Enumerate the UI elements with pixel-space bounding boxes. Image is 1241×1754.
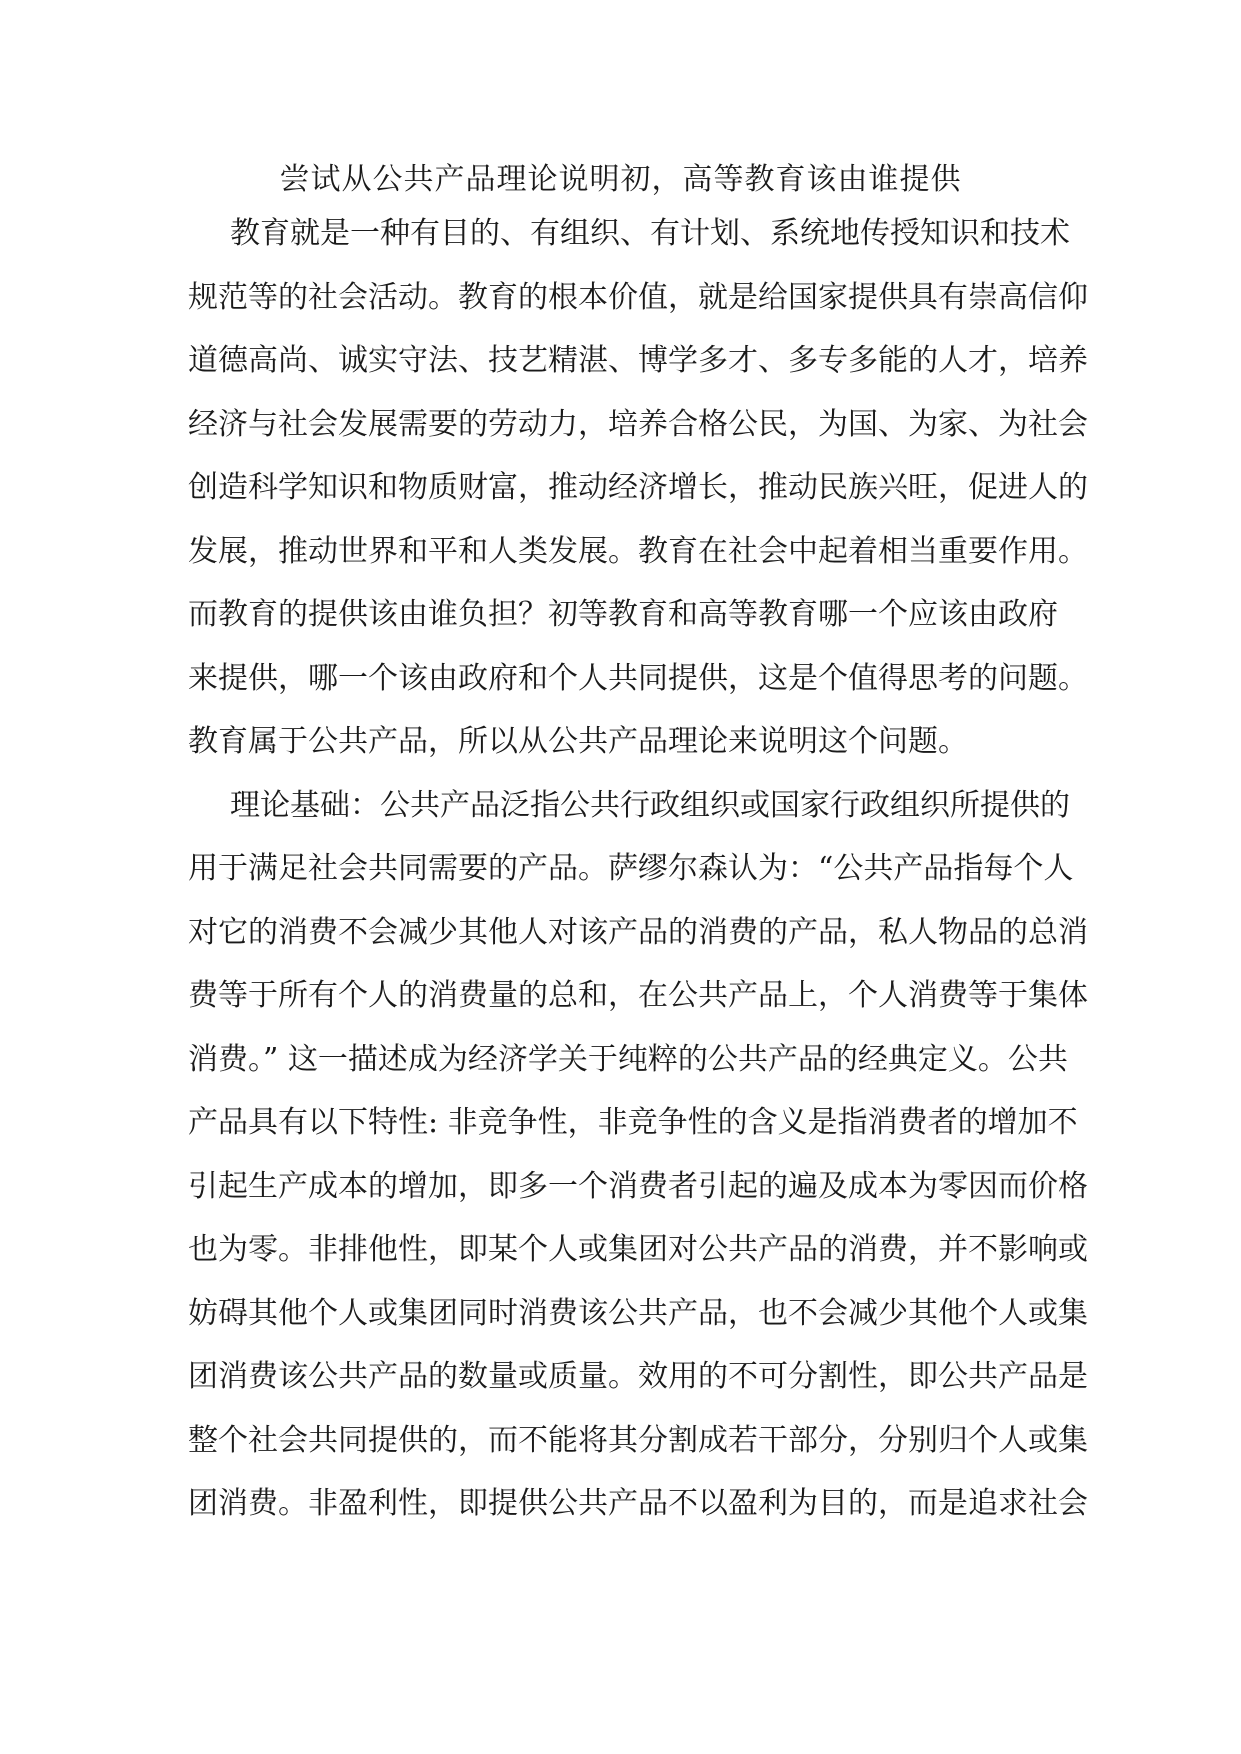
paragraph-line: 规范等的社会活动。教育的根本价值，就是给国家提供具有崇高信仰 <box>188 279 1088 315</box>
paragraph-line: 用于满足社会共同需要的产品。萨缪尔森认为：“公共产品指每个人 <box>188 851 1074 886</box>
paragraph-intro <box>188 202 1088 774</box>
paragraph-line: 消费。” 这一描述成为经济学关于纯粹的公共产品的经典定义。公共 <box>188 1041 1068 1077</box>
paragraph-line: 引起生产成本的增加，即多一个消费者引起的遍及成本为零因而价格 <box>188 1168 1088 1204</box>
paragraph-line: 也为零。非排他性，即某个人或集团对公共产品的消费，并不影响或 <box>188 1232 1088 1267</box>
paragraph-line: 理论基础：公共产品泛指公共行政组织或国家行政组织所提供的 <box>230 787 1070 823</box>
paragraph-line: 创造科学知识和物质财富，推动经济增长，推动民族兴旺，促进人的 <box>188 470 1088 505</box>
paragraph-line: 教育就是一种有目的、有组织、有计划、系统地传授知识和技术 <box>230 216 1070 251</box>
paragraph-line: 经济与社会发展需要的劳动力，培养合格公民，为国、为家、为社会 <box>188 406 1088 442</box>
document-body <box>188 202 1088 1536</box>
paragraph-line: 整个社会共同提供的，而不能将其分割成若干部分，分别归个人或集 <box>188 1422 1088 1458</box>
paragraph-line: 妨碍其他个人或集团同时消费该公共产品，也不会减少其他个人或集 <box>188 1295 1088 1331</box>
paragraph-line: 而教育的提供该由谁负担？初等教育和高等教育哪一个应该由政府 <box>188 597 1058 632</box>
paragraph-line: 产品具有以下特性: 非竞争性，非竞争性的含义是指消费者的增加不 <box>188 1105 1078 1140</box>
paragraph-line: 教育属于公共产品，所以从公共产品理论来说明这个问题。 <box>188 724 968 759</box>
paragraph-line: 发展，推动世界和平和人类发展。教育在社会中起着相当重要作用。 <box>188 533 1088 569</box>
paragraph-line: 道德高尚、诚实守法、技艺精湛、博学多才、多专多能的人才，培养 <box>188 343 1088 378</box>
paragraph-line: 对它的消费不会减少其他人对该产品的消费的产品，私人物品的总消 <box>188 914 1088 950</box>
paragraph-line: 费等于所有个人的消费量的总和，在公共产品上，个人消费等于集体 <box>188 978 1088 1013</box>
paragraph-line: 团消费。非盈利性，即提供公共产品不以盈利为目的，而是追求社会 <box>188 1486 1088 1521</box>
paragraph-line: 团消费该公共产品的数量或质量。效用的不可分割性，即公共产品是 <box>188 1359 1088 1394</box>
paragraph-theory-basis <box>188 774 1088 1536</box>
document-title: 尝试从公共产品理论说明初，高等教育该由谁提供 <box>279 162 962 197</box>
paragraph-line: 来提供，哪一个该由政府和个人共同提供，这是个值得思考的问题。 <box>188 660 1088 696</box>
